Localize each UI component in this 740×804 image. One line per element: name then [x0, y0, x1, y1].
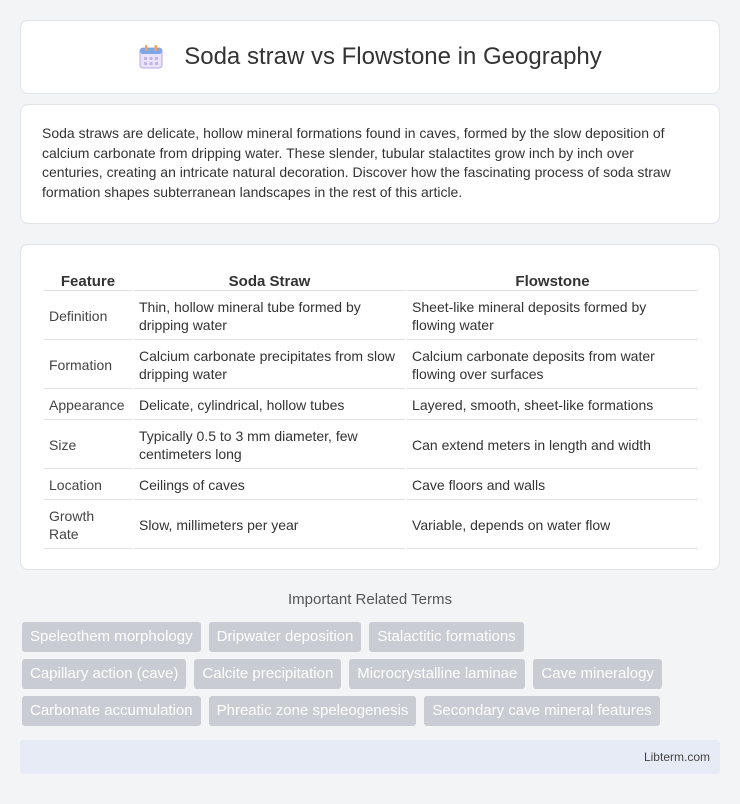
feature-cell: Definition: [44, 293, 132, 340]
table-header-row: [44, 267, 698, 291]
flowstone-cell: Calcium carbonate deposits from water flowing over surfaces: [407, 342, 698, 389]
comparison-table: [42, 265, 700, 551]
tag-row: [22, 696, 722, 733]
feature-cell: Formation: [44, 342, 132, 389]
soda-straw-cell: Slow, millimeters per year: [134, 502, 405, 549]
feature-cell: Location: [44, 471, 132, 500]
header-flowstone: Flowstone: [407, 267, 698, 291]
calendar-icon: [138, 44, 164, 70]
term-tag[interactable]: Phreatic zone speleogenesis: [209, 696, 417, 726]
table-row: [44, 502, 698, 549]
table-row: [44, 391, 698, 420]
table-row: [44, 471, 698, 500]
footer: [20, 740, 720, 774]
term-tag[interactable]: Dripwater deposition: [209, 622, 362, 652]
tag-row: [22, 622, 722, 659]
soda-straw-cell: Typically 0.5 to 3 mm diameter, few centimeters long: [134, 422, 405, 469]
comparison-card: [20, 244, 720, 570]
soda-straw-cell: Calcium carbonate precipitates from slow dripping water: [134, 342, 405, 389]
tag-row: [22, 659, 722, 696]
soda-straw-cell: Ceilings of caves: [134, 471, 405, 500]
flowstone-cell: Layered, smooth, sheet-like formations: [407, 391, 698, 420]
intro-card: [20, 104, 720, 224]
flowstone-cell: Can extend meters in length and width: [407, 422, 698, 469]
term-tag[interactable]: Speleothem morphology: [22, 622, 201, 652]
soda-straw-cell: Delicate, cylindrical, hollow tubes: [134, 391, 405, 420]
header-soda-straw: Soda Straw: [134, 267, 405, 291]
feature-cell: Size: [44, 422, 132, 469]
term-tag[interactable]: Microcrystalline laminae: [349, 659, 525, 689]
flowstone-cell: Sheet-like mineral deposits formed by flowing water: [407, 293, 698, 340]
table-row: [44, 422, 698, 469]
page-title: Soda straw vs Flowstone in Geography: [184, 43, 602, 70]
title-card: [20, 20, 720, 94]
intro-paragraph: Soda straws are delicate, hollow mineral formations found in caves, formed by the slow deposition of calcium carbonate from dripping water. These slender, tubular stalactites grow inch by inch over centuries, creating an intricate natural decoration. Discover how the fascinating process of soda straw formation shapes subterranean landscapes in the rest of this article.: [42, 125, 671, 200]
term-tag[interactable]: Calcite precipitation: [194, 659, 341, 689]
term-tag[interactable]: Carbonate accumulation: [22, 696, 201, 726]
soda-straw-cell: Thin, hollow mineral tube formed by dripping water: [134, 293, 405, 340]
term-tag[interactable]: Secondary cave mineral features: [424, 696, 659, 726]
feature-cell: Growth Rate: [44, 502, 132, 549]
header-feature: Feature: [44, 267, 132, 291]
flowstone-cell: Cave floors and walls: [407, 471, 698, 500]
table-row: [44, 293, 698, 340]
feature-cell: Appearance: [44, 391, 132, 420]
related-terms-list: [22, 622, 722, 733]
flowstone-cell: Variable, depends on water flow: [407, 502, 698, 549]
footer-site-link[interactable]: Libterm.com: [643, 750, 710, 764]
related-terms-heading: Important Related Terms: [288, 591, 452, 608]
term-tag[interactable]: Capillary action (cave): [22, 659, 186, 689]
term-tag[interactable]: Cave mineralogy: [533, 659, 662, 689]
term-tag[interactable]: Stalactitic formations: [369, 622, 523, 652]
table-row: [44, 342, 698, 389]
